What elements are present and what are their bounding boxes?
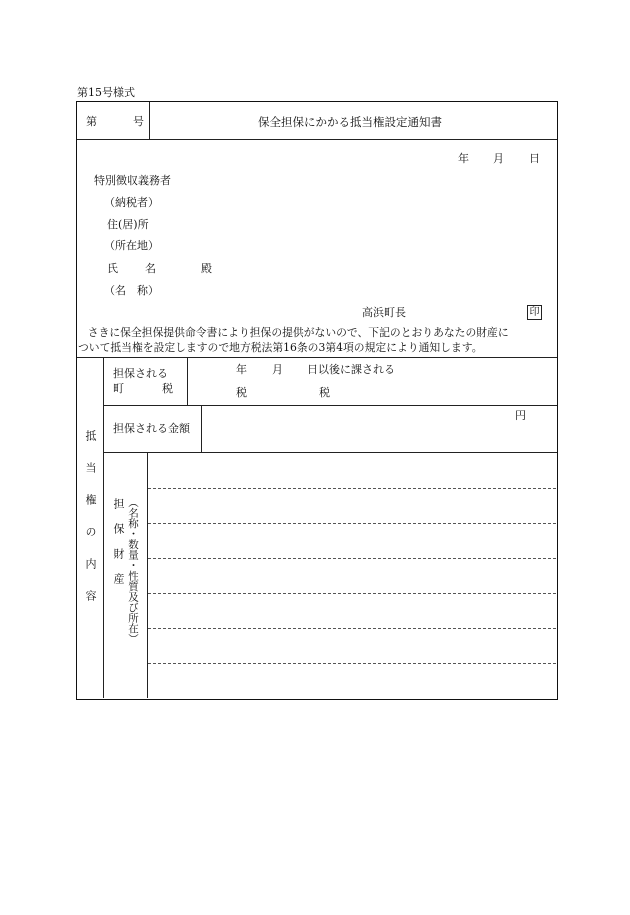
number-cell-divider <box>149 102 150 139</box>
recipient-name-2: 名 <box>145 262 156 275</box>
property-line-5 <box>148 628 556 629</box>
amount-label: 担保される金額 <box>113 422 190 435</box>
recipient-honorific: 殿 <box>201 262 212 275</box>
tax-period-month: 月 <box>272 363 283 376</box>
property-line-1 <box>148 488 556 489</box>
tax-period-text: 日以後に課される <box>307 363 395 376</box>
property-line-2 <box>148 523 556 524</box>
property-line-6 <box>148 663 556 664</box>
recipient-taxpayer: （納税者） <box>104 196 159 209</box>
recipient-corp-name: （名 称） <box>104 284 159 297</box>
tax-period-year: 年 <box>236 363 247 376</box>
tax-label-tax: 税 <box>162 382 173 395</box>
seal-mark: 印 <box>527 305 542 320</box>
property-line-3 <box>148 558 556 559</box>
side-label-divider <box>103 357 104 698</box>
notice-text-line-2: ついて抵当権を設定しますので地方税法第16条の3第4項の規定により通知します。 <box>78 341 483 354</box>
recipient-address: 住(居)所 <box>107 218 149 231</box>
property-label: 担保財産 <box>112 498 125 598</box>
property-sublabel: （名称・数量・性質及び所在） <box>127 497 139 644</box>
tax-label-town: 町 <box>113 382 124 395</box>
tax-type-2: 税 <box>319 386 330 399</box>
date-year: 年 <box>458 152 469 165</box>
form-label: 第15号様式 <box>77 86 135 99</box>
notice-text-line-1: さきに保全担保提供命令書により担保の提供がないので、下記のとおりあなたの財産に <box>77 326 509 339</box>
issuer-name: 高浜町長 <box>362 306 406 319</box>
amount-row-bottom <box>103 452 557 453</box>
table-top-border <box>77 357 557 358</box>
recipient-location: （所在地） <box>104 239 159 252</box>
amount-label-divider <box>201 405 202 452</box>
tax-type-1: 税 <box>236 386 247 399</box>
number-prefix: 第 <box>86 115 97 128</box>
header-divider <box>77 139 557 140</box>
recipient-name-1: 氏 <box>107 262 118 275</box>
number-suffix: 号 <box>133 115 144 128</box>
form-frame <box>76 101 558 700</box>
amount-unit: 円 <box>515 409 526 422</box>
property-line-4 <box>148 593 556 594</box>
date-day: 日 <box>529 152 540 165</box>
mortgage-content-label: 抵当権の内容 <box>84 430 97 622</box>
document-title: 保全担保にかかる抵当権設定通知書 <box>258 115 442 129</box>
tax-row-bottom <box>103 405 557 406</box>
date-month: 月 <box>493 152 504 165</box>
tax-label-line-1: 担保される <box>113 367 168 380</box>
tax-label-divider <box>187 357 188 405</box>
recipient-role: 特別徴収義務者 <box>94 174 171 187</box>
